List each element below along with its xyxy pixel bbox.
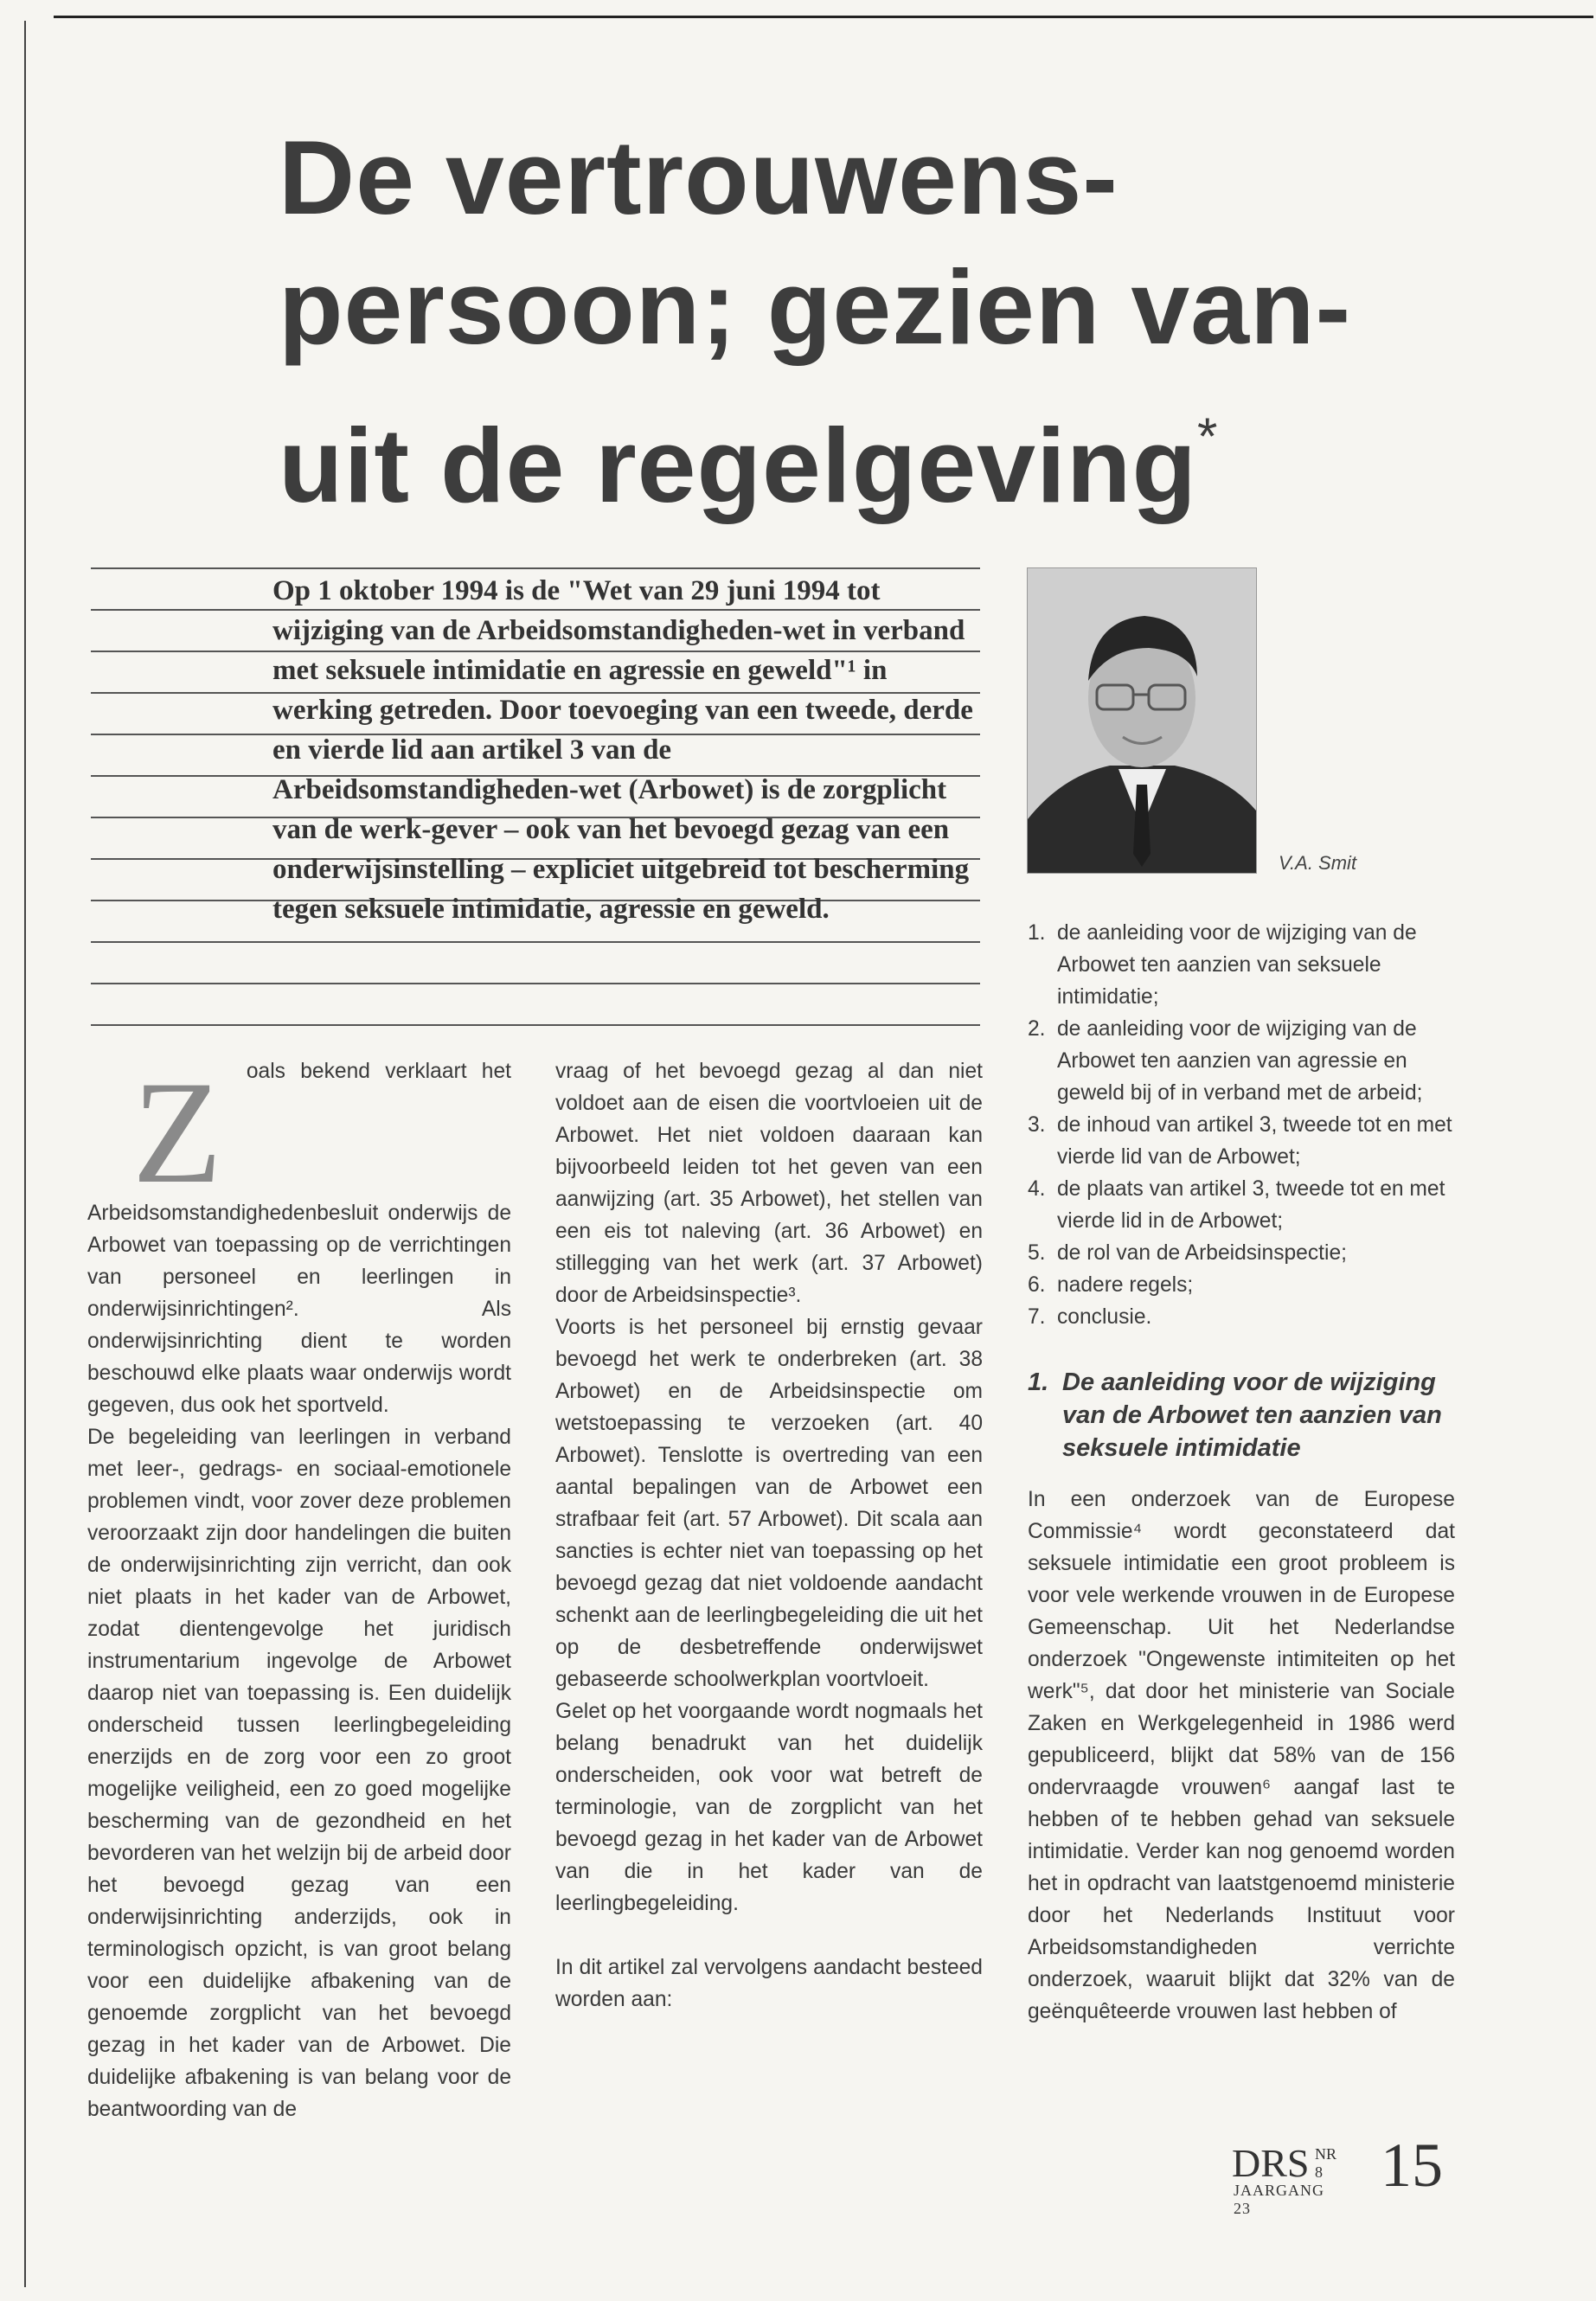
issue-number: NR 8 <box>1315 2145 1337 2181</box>
title-line-2: persoon; gezien van- <box>279 248 1352 366</box>
col2-paragraph-3: Gelet op het voorgaande wordt nogmaals het belang benadrukt van het duidelijk onderscheiden, ook voor wat betreft de terminologie, van de zorgplicht van het bevoegd gezag in het kader van de Arbowet van die in het kader van de leerlingbegeleiding. <box>555 1700 983 1915</box>
lead-paragraph: Op 1 oktober 1994 is de "Wet van 29 juni 1994 tot wijziging van de Arbeidsomstandigheden-wet in verband met seksuele intimidatie en agressie en geweld"¹ in werking getreden. Door toevoeging van een tweede, derde en vierde lid aan artikel 3 van de Arbeidsomstandigheden-wet (Arbowet) is de zorgplicht van de werk-gever – ook van het bevoegd gezag van een onderwijsinstelling – expliciet uitgebreid tot bescherming tegen seksuele intimidatie, agressie en geweld. <box>272 575 973 925</box>
article-title <box>279 112 1472 530</box>
col3-paragraph-1: In een onderzoek van de Europese Commissie⁴ wordt geconstateerd dat seksuele intimidatie een groot probleem is voor vele werkende vrouwen in de Europese Gemeenschap. Uit het Nederlandse onderzoek "Ongewenste intimiteiten op het werk"⁵, dat door het ministerie van Sociale Zaken en Werkgelegenheid in 1986 werd gepubliceerd, blijkt dat 58% van de 156 ondervraagde vrouwen⁶ aangaf last te hebben of te hebben gehad van seksuele intimidatie. Verder kan nog genoemd worden het in opdracht van laatstgenoemd ministerie door het Nederlands Instituut voor Arbeidsomstandigheden verrichte onderzoek, waaruit blijkt dat 32% van de geënquêteerde vrouwen last hebben of <box>1028 1488 1455 2023</box>
col1-paragraph-2: De begeleiding van leerlingen in verband met leer-, gedrags- en sociaal-emotionele problemen vindt, voor zover deze problemen veroorzaakt zijn door handelingen die buiten de onderwijsinrichting zijn verricht, dan ook niet plaats in het kader van de Arbowet, zodat dientengevolge het juridisch instrumentarium ingevolge de Arbowet daarop niet van toepassing is. Een duidelijk onderscheid tussen leerlingbegeleiding enerzijds en de zorg voor een zo groot mogelijke veiligheid, een zo goed mogelijke bescherming van de gezondheid en het bevorderen van het welzijn bij de arbeid door het bevoegd gezag van een onderwijsinrichting anderzijds, ook in terminologisch opzicht, is van groot belang voor een duidelijke afbakening van de genoemde zorgplicht van het bevoegd gezag in het kader van de Arbowet. Die duidelijke afbakening is van belang voor de beantwoording van de <box>87 1426 511 2121</box>
list-item: 7. conclusie. <box>1028 1305 1152 1329</box>
photo-caption: V.A. Smit <box>1279 852 1357 874</box>
title-line-1: De vertrouwens- <box>279 119 1118 236</box>
list-item: 3. de inhoud van artikel 3, tweede tot en met vierde lid van de Arbowet; <box>1028 1113 1452 1169</box>
volume-label: JAARGANG 23 <box>1234 2182 1325 2217</box>
title-line-3 <box>279 372 1472 530</box>
section-title: De aanleiding voor de wijziging van de Arbowet ten aanzien van seksuele intimidatie <box>1062 1368 1442 1462</box>
drop-cap: Z <box>132 1051 222 1214</box>
contents-list <box>1028 917 1455 1333</box>
column-3 <box>1028 917 1455 2028</box>
col2-paragraph-1: vraag of het bevoegd gezag al dan niet voldoet aan de eisen die voortvloeien uit de Arbowet. Het niet voldoen daaraan kan bijvoorbeeld leiden tot het geven van een aanwijzing (art. 35 Arbowet), het stellen van een eis tot naleving (art. 36 Arbowet) en stillegging van het werk (art. 37 Arbowet) door de Arbeidsinspectie³. <box>555 1060 983 1307</box>
list-item: 5. de rol van de Arbeidsinspectie; <box>1028 1241 1347 1265</box>
list-item: 2. de aanleiding voor de wijziging van de Arbowet ten aanzien van agressie en geweld bij of in verband met de arbeid; <box>1028 1017 1423 1105</box>
list-item: 4. de plaats van artikel 3, tweede tot en met vierde lid in de Arbowet; <box>1028 1177 1445 1233</box>
magazine-name: DRS <box>1232 2141 1310 2185</box>
section-number: 1. <box>1028 1368 1049 1396</box>
list-item: 1. de aanleiding voor de wijziging van de Arbowet ten aanzien van seksuele intimidatie; <box>1028 921 1417 1009</box>
top-rule <box>54 16 1593 18</box>
list-item: 6. nadere regels; <box>1028 1273 1194 1297</box>
page-number: 15 <box>1381 2131 1443 2200</box>
portrait-illustration <box>1028 568 1256 873</box>
column-2 <box>555 1055 983 2016</box>
column-1 <box>87 1051 511 2125</box>
footnote-marker: * <box>1196 407 1219 465</box>
title-line-3-text: uit de regelgeving <box>279 407 1197 524</box>
section-heading-1 <box>1028 1366 1455 1465</box>
left-rule <box>24 21 26 2287</box>
col1-paragraph-1: oals bekend verklaart het Arbeidsomstandighedenbesluit onderwijs de Arbowet van toepassing op de verrichtingen van personeel en leerlingen in onderwijsinrichtingen². Als onderwijsinrichting dient te worden beschouwd elke plaats waar onderwijs wordt gegeven, dus ook het sportveld. <box>87 1060 511 1417</box>
author-photo <box>1027 567 1257 874</box>
col2-paragraph-2: Voorts is het personeel bij ernstig gevaar bevoegd het werk te onderbreken (art. 38 Arbowet) en de Arbeidsinspectie om wetstoepassing te verzoeken (art. 40 Arbowet). Tenslotte is overtreding van een aantal bepalingen van de Arbowet een strafbaar feit (art. 57 Arbowet). Dit scala aan sancties is echter niet van toepassing op het bevoegd gezag dat niet voldoende aandacht schenkt aan de leerlingbegeleiding die uit het op de desbetreffende onderwijswet gebaseerde schoolwerkplan voortvloeit. <box>555 1316 983 1691</box>
col2-paragraph-4: In dit artikel zal vervolgens aandacht besteed worden aan: <box>555 1956 983 2011</box>
